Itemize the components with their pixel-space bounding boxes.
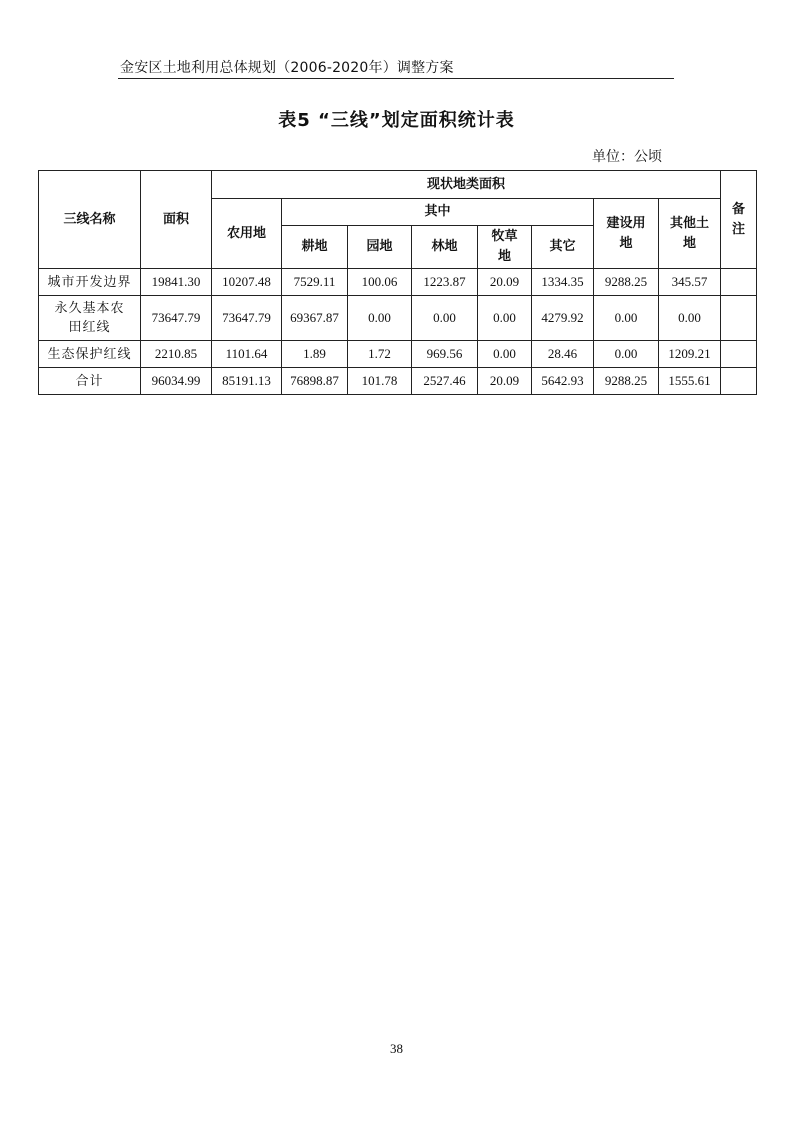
cell-other-land: 345.57: [659, 269, 721, 296]
cell-other: 28.46: [532, 341, 594, 368]
row-name: 永久基本农田红线: [39, 296, 141, 341]
header-rule: [118, 78, 674, 79]
cell-orchard: 1.72: [348, 341, 412, 368]
cell-pasture: 20.09: [478, 368, 532, 395]
table-row: [39, 341, 757, 368]
cell-agricultural: 1101.64: [212, 341, 282, 368]
col-header-area: 面积: [141, 171, 212, 269]
cell-arable: 1.89: [282, 341, 348, 368]
cell-other-land: 1555.61: [659, 368, 721, 395]
col-header-current-land-types: 现状地类面积: [212, 171, 721, 199]
col-header-construction: 建设用地: [594, 199, 659, 269]
col-header-other-land: 其他土地: [659, 199, 721, 269]
table-title: 表5 “三线”划定面积统计表: [278, 110, 515, 131]
cell-agricultural: 73647.79: [212, 296, 282, 341]
cell-construction: 0.00: [594, 341, 659, 368]
cell-forest: 969.56: [412, 341, 478, 368]
col-header-other: 其它: [532, 226, 594, 269]
col-header-pasture: 牧草地: [478, 226, 532, 269]
unit-label: 单位：公顷: [592, 149, 662, 165]
cell-remarks: [721, 368, 757, 395]
cell-area: 19841.30: [141, 269, 212, 296]
cell-orchard: 100.06: [348, 269, 412, 296]
statistics-table: [38, 170, 757, 395]
row-name: 生态保护红线: [39, 341, 141, 368]
running-header: 金安区土地利用总体规划（2006-2020年）调整方案: [120, 60, 454, 76]
cell-construction: 0.00: [594, 296, 659, 341]
row-name-total: 合计: [39, 368, 141, 395]
cell-area: 96034.99: [141, 368, 212, 395]
col-header-orchard: 园地: [348, 226, 412, 269]
cell-construction: 9288.25: [594, 269, 659, 296]
table-row: [39, 296, 757, 341]
cell-agricultural: 10207.48: [212, 269, 282, 296]
cell-area: 73647.79: [141, 296, 212, 341]
page-number: 38: [390, 1041, 403, 1056]
cell-remarks: [721, 296, 757, 341]
header-row-1: [39, 171, 757, 199]
cell-orchard: 101.78: [348, 368, 412, 395]
cell-other-land: 0.00: [659, 296, 721, 341]
cell-area: 2210.85: [141, 341, 212, 368]
cell-pasture: 0.00: [478, 341, 532, 368]
cell-remarks: [721, 269, 757, 296]
col-header-agricultural: 农用地: [212, 199, 282, 269]
cell-other-land: 1209.21: [659, 341, 721, 368]
cell-arable: 7529.11: [282, 269, 348, 296]
cell-arable: 76898.87: [282, 368, 348, 395]
cell-forest: 1223.87: [412, 269, 478, 296]
cell-pasture: 0.00: [478, 296, 532, 341]
cell-pasture: 20.09: [478, 269, 532, 296]
cell-agricultural: 85191.13: [212, 368, 282, 395]
col-header-forest: 林地: [412, 226, 478, 269]
col-header-of-which: 其中: [282, 199, 594, 226]
row-name: 城市开发边界: [39, 269, 141, 296]
cell-arable: 69367.87: [282, 296, 348, 341]
col-header-name: 三线名称: [39, 171, 141, 269]
cell-orchard: 0.00: [348, 296, 412, 341]
table-row-total: [39, 368, 757, 395]
cell-forest: 2527.46: [412, 368, 478, 395]
cell-other: 5642.93: [532, 368, 594, 395]
cell-remarks: [721, 341, 757, 368]
cell-other: 4279.92: [532, 296, 594, 341]
cell-construction: 9288.25: [594, 368, 659, 395]
table-row: [39, 269, 757, 296]
col-header-arable: 耕地: [282, 226, 348, 269]
cell-other: 1334.35: [532, 269, 594, 296]
col-header-remarks: 备注: [721, 171, 757, 269]
cell-forest: 0.00: [412, 296, 478, 341]
